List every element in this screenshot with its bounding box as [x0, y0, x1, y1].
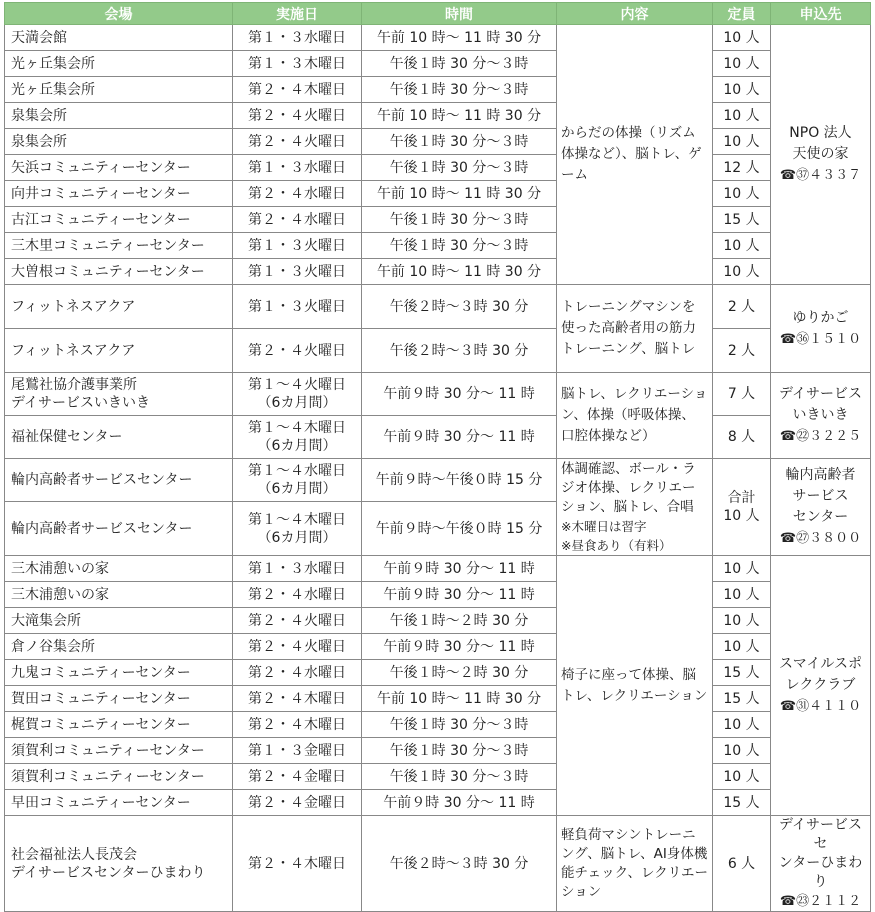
schedule-table-wrapper [4, 2, 871, 912]
table-row [5, 634, 871, 660]
time-cell: 午後１時 30 分～３時 [362, 129, 557, 155]
venue-cell: 須賀利コミュニティーセンター [5, 764, 233, 790]
venue-cell: 早田コミュニティーセンター [5, 790, 233, 816]
time-cell: 午前９時 30 分～ 11 時 [362, 634, 557, 660]
apply-name-line: ンターひまわり [778, 855, 863, 890]
table-row [5, 459, 871, 502]
apply-name-line: レククラブ [785, 677, 856, 693]
phone-icon: ☎㉓２１１２ [779, 894, 862, 909]
time-cell: 午後１時 30 分～３時 [362, 155, 557, 181]
time-cell: 午前 10 時～ 11 時 30 分 [362, 25, 557, 51]
capacity-cell: 10 人 [713, 582, 771, 608]
date-cell: 第１・３水曜日 [233, 25, 362, 51]
apply-name-line: センター [792, 509, 849, 525]
date-cell [233, 502, 362, 556]
venue-cell: 泉集会所 [5, 129, 233, 155]
date-cell [233, 373, 362, 416]
capacity-cell: 10 人 [713, 556, 771, 582]
date-line: 第１～４木曜日 [248, 511, 346, 528]
time-cell: 午前９時 30 分～ 11 時 [362, 790, 557, 816]
date-cell: 第２・４木曜日 [233, 816, 362, 912]
venue-cell: 賀田コミュニティーセンター [5, 686, 233, 712]
apply-name-line: いきいき [792, 407, 849, 423]
header-content: 内容 [557, 3, 713, 25]
venue-cell: 光ヶ丘集会所 [5, 77, 233, 103]
venue-cell: 大滝集会所 [5, 608, 233, 634]
date-cell: 第１・３水曜日 [233, 556, 362, 582]
date-line: （6カ月間） [257, 395, 337, 411]
table-row [5, 285, 871, 329]
table-row [5, 25, 871, 51]
venue-cell: 光ヶ丘集会所 [5, 51, 233, 77]
header-apply: 申込先 [771, 3, 871, 25]
content-cell: 脳トレ、レクリエーション、体操（呼吸体操、口腔体操など） [557, 373, 713, 459]
table-row [5, 77, 871, 103]
date-cell: 第２・４水曜日 [233, 582, 362, 608]
capacity-cell: 2 人 [713, 285, 771, 329]
apply-cell [771, 816, 871, 912]
time-cell: 午後１時 30 分～３時 [362, 233, 557, 259]
date-cell: 第２・４木曜日 [233, 77, 362, 103]
time-cell: 午後１時 30 分～３時 [362, 712, 557, 738]
time-cell: 午後１時～２時 30 分 [362, 660, 557, 686]
venue-cell [5, 373, 233, 416]
table-row [5, 416, 871, 459]
date-cell: 第２・４金曜日 [233, 764, 362, 790]
table-row [5, 233, 871, 259]
time-cell: 午前９時 30 分～ 11 時 [362, 373, 557, 416]
apply-name-line: スマイルスポ [778, 656, 863, 672]
venue-cell: 須賀利コミュニティーセンター [5, 738, 233, 764]
capacity-cell: 10 人 [713, 738, 771, 764]
time-cell: 午後１時 30 分～３時 [362, 764, 557, 790]
time-cell: 午前 10 時～ 11 時 30 分 [362, 259, 557, 285]
capacity-cell: 8 人 [713, 416, 771, 459]
date-cell: 第２・４水曜日 [233, 181, 362, 207]
date-cell: 第２・４木曜日 [233, 712, 362, 738]
table-row [5, 155, 871, 181]
apply-cell [771, 25, 871, 285]
venue-cell: 輪内高齢者サービスセンター [5, 459, 233, 502]
table-row [5, 329, 871, 373]
header-date: 実施日 [233, 3, 362, 25]
content-cell: トレーニングマシンを使った高齢者用の筋力トレーニング、脳トレ [557, 285, 713, 373]
capacity-cell: 15 人 [713, 207, 771, 233]
header-capacity: 定員 [713, 3, 771, 25]
apply-name-line: デイサービス [778, 386, 863, 402]
date-cell [233, 416, 362, 459]
table-row [5, 738, 871, 764]
capacity-cell: 10 人 [713, 233, 771, 259]
venue-line: デイサービスセンターひまわり [11, 864, 206, 881]
venue-line: 尾鷲社協介護事業所 [11, 377, 137, 393]
capacity-line: 10 人 [723, 508, 760, 524]
time-cell: 午前９時 30 分～ 11 時 [362, 582, 557, 608]
apply-name-line: 天使の家 [792, 146, 849, 162]
table-row [5, 103, 871, 129]
date-cell [233, 459, 362, 502]
header-time: 時間 [362, 3, 557, 25]
table-row [5, 816, 871, 912]
date-cell: 第１・３火曜日 [233, 259, 362, 285]
venue-cell: 矢浜コミュニティーセンター [5, 155, 233, 181]
apply-cell [771, 459, 871, 556]
apply-name-line: サービス [792, 488, 849, 504]
date-cell: 第１・３水曜日 [233, 155, 362, 181]
venue-cell: フィットネスアクア [5, 285, 233, 329]
capacity-cell: 10 人 [713, 712, 771, 738]
capacity-cell: 10 人 [713, 25, 771, 51]
time-cell: 午後２時～３時 30 分 [362, 816, 557, 912]
capacity-cell: 12 人 [713, 155, 771, 181]
date-cell: 第１・３金曜日 [233, 738, 362, 764]
time-cell: 午前９時 30 分～ 11 時 [362, 416, 557, 459]
date-cell: 第２・４火曜日 [233, 608, 362, 634]
capacity-cell: 7 人 [713, 373, 771, 416]
apply-name-line: 輪内高齢者 [785, 467, 856, 483]
date-cell: 第２・４水曜日 [233, 660, 362, 686]
phone-icon: ☎㉗３８００ [779, 531, 862, 546]
capacity-cell: 10 人 [713, 259, 771, 285]
date-cell: 第１・３火曜日 [233, 233, 362, 259]
venue-cell: 三木里コミュニティーセンター [5, 233, 233, 259]
capacity-cell: 10 人 [713, 764, 771, 790]
venue-cell [5, 816, 233, 912]
time-cell: 午前９時～午後０時 15 分 [362, 459, 557, 502]
venue-line: デイサービスいきいき [11, 395, 151, 411]
content-note: ※昼食あり（有料） [561, 537, 672, 553]
content-cell: 軽負荷マシントレーニング、脳トレ、AI身体機能チェック、レクリエーション [557, 816, 713, 912]
venue-cell: 大曽根コミュニティーセンター [5, 259, 233, 285]
header-row [5, 3, 871, 25]
capacity-cell: 10 人 [713, 608, 771, 634]
phone-icon: ☎㉒３２２５ [779, 429, 862, 444]
date-cell: 第２・４火曜日 [233, 634, 362, 660]
venue-line: 社会福祉法人長茂会 [11, 846, 137, 863]
capacity-cell: 10 人 [713, 51, 771, 77]
table-row [5, 129, 871, 155]
date-cell: 第２・４火曜日 [233, 329, 362, 373]
table-row [5, 764, 871, 790]
time-cell: 午前 10 時～ 11 時 30 分 [362, 686, 557, 712]
date-line: （6カ月間） [257, 481, 337, 497]
capacity-cell: 6 人 [713, 816, 771, 912]
capacity-cell [713, 459, 771, 556]
capacity-cell: 15 人 [713, 790, 771, 816]
apply-name-line: デイサービスセ [778, 817, 863, 852]
table-row [5, 582, 871, 608]
table-row [5, 790, 871, 816]
date-cell: 第１・３火曜日 [233, 285, 362, 329]
date-cell: 第２・４火曜日 [233, 129, 362, 155]
venue-cell: 三木浦憩いの家 [5, 556, 233, 582]
capacity-cell: 10 人 [713, 181, 771, 207]
date-cell: 第１・３木曜日 [233, 51, 362, 77]
table-row [5, 712, 871, 738]
capacity-cell: 10 人 [713, 103, 771, 129]
content-line: 体調確認、ボール・ラジオ体操、レクリエーション、脳トレ、合唱 [561, 460, 696, 515]
date-line: 第１～４火曜日 [248, 377, 346, 393]
date-cell: 第２・４水曜日 [233, 207, 362, 233]
time-cell: 午後２時～３時 30 分 [362, 329, 557, 373]
time-cell: 午前 10 時～ 11 時 30 分 [362, 181, 557, 207]
date-line: （6カ月間） [257, 529, 337, 546]
table-row [5, 259, 871, 285]
capacity-line: 合計 [727, 490, 756, 506]
table-row [5, 556, 871, 582]
venue-cell: フィットネスアクア [5, 329, 233, 373]
table-row [5, 686, 871, 712]
time-cell: 午後１時 30 分～３時 [362, 738, 557, 764]
apply-cell [771, 373, 871, 459]
time-cell: 午後１時 30 分～３時 [362, 51, 557, 77]
time-cell: 午後２時～３時 30 分 [362, 285, 557, 329]
content-note: ※木曜日は習字 [561, 518, 647, 534]
content-cell: からだの体操（リズム体操など）、脳トレ、ゲーム [557, 25, 713, 285]
apply-cell [771, 556, 871, 816]
content-cell [557, 459, 713, 556]
table-row [5, 51, 871, 77]
venue-cell: 古江コミュニティーセンター [5, 207, 233, 233]
time-cell: 午前 10 時～ 11 時 30 分 [362, 103, 557, 129]
header-venue: 会場 [5, 3, 233, 25]
venue-cell: 三木浦憩いの家 [5, 582, 233, 608]
venue-cell: 福祉保健センター [5, 416, 233, 459]
venue-cell: 九鬼コミュニティーセンター [5, 660, 233, 686]
venue-cell: 向井コミュニティーセンター [5, 181, 233, 207]
schedule-table [4, 2, 871, 912]
apply-name-line: NPO 法人 [789, 125, 852, 141]
table-row [5, 608, 871, 634]
date-cell: 第２・４火曜日 [233, 103, 362, 129]
capacity-cell: 10 人 [713, 634, 771, 660]
phone-icon: ☎㊱１５１０ [779, 331, 862, 347]
date-cell: 第２・４金曜日 [233, 790, 362, 816]
apply-name-line: ゆりかご [792, 309, 849, 326]
capacity-cell: 10 人 [713, 129, 771, 155]
table-row [5, 181, 871, 207]
date-line: （6カ月間） [257, 438, 337, 454]
time-cell: 午後１時 30 分～３時 [362, 207, 557, 233]
venue-cell: 梶賀コミュニティーセンター [5, 712, 233, 738]
time-cell: 午後１時～２時 30 分 [362, 608, 557, 634]
content-cell: 椅子に座って体操、脳トレ、レクリエーション [557, 556, 713, 816]
table-row [5, 207, 871, 233]
venue-cell: 倉ノ谷集会所 [5, 634, 233, 660]
venue-cell: 泉集会所 [5, 103, 233, 129]
capacity-cell: 15 人 [713, 660, 771, 686]
apply-cell [771, 285, 871, 373]
table-row [5, 660, 871, 686]
date-cell: 第２・４木曜日 [233, 686, 362, 712]
capacity-cell: 15 人 [713, 686, 771, 712]
date-line: 第１～４水曜日 [248, 463, 346, 479]
time-cell: 午前９時 30 分～ 11 時 [362, 556, 557, 582]
table-row [5, 373, 871, 416]
capacity-cell: 2 人 [713, 329, 771, 373]
venue-cell: 輪内高齢者サービスセンター [5, 502, 233, 556]
phone-icon: ☎㉛４１１０ [779, 699, 862, 714]
capacity-cell: 10 人 [713, 77, 771, 103]
date-line: 第１～４木曜日 [248, 420, 346, 436]
time-cell: 午後１時 30 分～３時 [362, 77, 557, 103]
time-cell: 午前９時～午後０時 15 分 [362, 502, 557, 556]
phone-icon: ☎㊲４３３７ [779, 168, 862, 183]
venue-cell: 天満会館 [5, 25, 233, 51]
